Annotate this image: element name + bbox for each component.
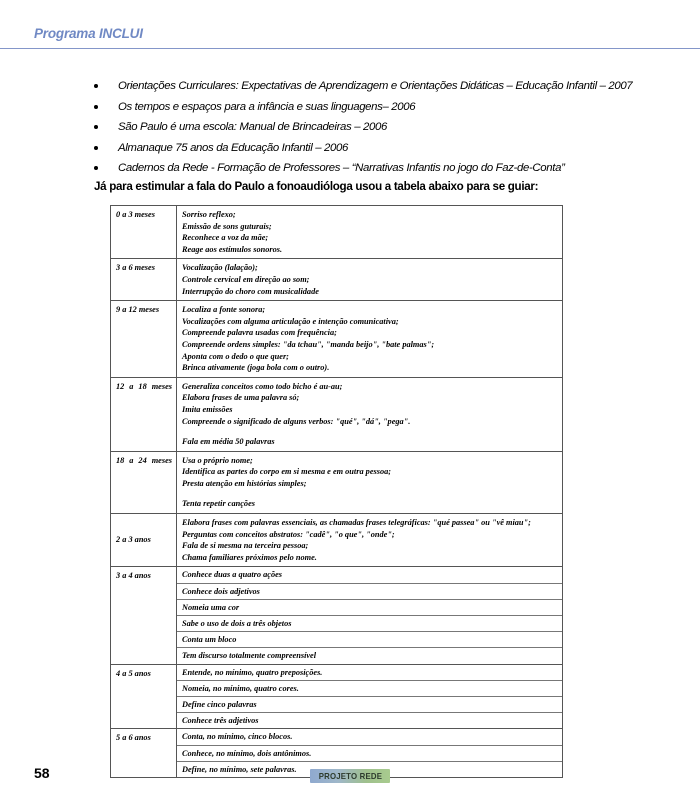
milestones-cell bbox=[177, 259, 563, 301]
milestone-item: Imita emissões bbox=[182, 404, 233, 414]
age-range-label: 0 a 3 meses bbox=[116, 210, 155, 219]
projeto-rede-logo bbox=[310, 769, 390, 783]
table-row bbox=[111, 301, 563, 378]
age-range-label: 2 a 3 anos bbox=[116, 535, 151, 545]
bullet-dot-icon bbox=[94, 84, 98, 88]
age-range-cell bbox=[111, 301, 177, 378]
milestone-item: Reconhece a voz da mãe; bbox=[182, 233, 269, 243]
milestone-item: Compreende palavra usadas com frequência; bbox=[182, 328, 337, 338]
milestone-item: Conhece três adjetivos bbox=[182, 716, 259, 726]
milestone-item: Interrupção do choro com musicalidade bbox=[182, 286, 319, 296]
list-item bbox=[94, 162, 654, 175]
milestone-item: Define cinco palavras bbox=[177, 697, 562, 713]
milestone-item: Nomeia uma cor bbox=[177, 600, 562, 616]
age-range-cell bbox=[111, 206, 177, 259]
milestones-cell bbox=[177, 301, 563, 378]
list-item bbox=[94, 121, 654, 134]
table-row bbox=[111, 206, 563, 259]
table-intro-sentence: Já para estimular a fala do Paulo a fonoaudióloga usou a tabela abaixo para se guiar: bbox=[94, 180, 539, 193]
milestones-cell bbox=[177, 377, 563, 451]
milestone-item: Brinca ativamente (joga bola com o outro). bbox=[182, 363, 330, 373]
table-row bbox=[111, 514, 563, 567]
table-row bbox=[111, 259, 563, 301]
milestone-item: Entende, no mínimo, quatro preposições. bbox=[177, 665, 562, 681]
milestone-item: Sorriso reflexo; bbox=[182, 210, 236, 219]
milestone-item: Conhece dois adjetivos bbox=[177, 584, 562, 600]
list-item-label: Almanaque 75 anos da Educação Infantil – 2006 bbox=[118, 141, 348, 154]
page-number: 58 bbox=[34, 765, 50, 781]
speech-milestones-table bbox=[110, 205, 563, 778]
milestone-item: Elabora frases de uma palavra só; bbox=[182, 393, 300, 403]
age-range-label: 9 a 12 meses bbox=[116, 305, 160, 315]
bullet-dot-icon bbox=[94, 125, 98, 129]
milestone-item: Reage aos estímulos sonoros. bbox=[182, 244, 283, 254]
age-range-cell bbox=[111, 451, 177, 513]
milestone-item: Chama familiares próximos pelo nome. bbox=[182, 552, 317, 562]
table-row bbox=[111, 664, 563, 729]
table-row bbox=[111, 377, 563, 451]
table-row bbox=[111, 451, 563, 513]
milestone-item: Conhece duas a quatro ações bbox=[177, 567, 562, 583]
milestone-item: Perguntas com conceitos abstratos: "cadê", "o que", "onde"; bbox=[182, 529, 395, 539]
milestone-item: Identifica as partes do corpo em si mesma e em outra pessoa; bbox=[182, 467, 392, 477]
age-range-label: 3 a 4 anos bbox=[116, 571, 151, 581]
bullet-dot-icon bbox=[94, 105, 98, 109]
age-range-label: 12 a 18 meses bbox=[116, 381, 172, 391]
milestone-item: Vocalizações com alguma articulação e intenção comunicativa; bbox=[182, 316, 399, 326]
milestone-item: Fala em média 50 palavras bbox=[182, 437, 275, 447]
milestone-item: Conhece, no mínimo, dois antônimos. bbox=[177, 746, 562, 762]
age-range-cell bbox=[111, 664, 177, 729]
age-range-label: 5 a 6 anos bbox=[116, 733, 151, 743]
list-item bbox=[94, 142, 654, 155]
milestone-item: Nomeia, no mínimo, quatro cores. bbox=[177, 681, 562, 697]
milestone-item: Controle cervical em direção ao som; bbox=[182, 274, 310, 284]
projeto-rede-logo-text: PROJETO REDE bbox=[318, 771, 382, 781]
milestone-item: Sabe o uso de dois a três objetos bbox=[177, 616, 562, 632]
page-header bbox=[0, 26, 700, 54]
milestones-cell bbox=[177, 514, 563, 567]
milestone-item: Tenta repetir canções bbox=[182, 499, 255, 509]
milestone-item: Vocalização (lalação); bbox=[182, 263, 258, 273]
milestone-item: Conta, no mínimo, cinco blocos. bbox=[177, 729, 562, 745]
milestone-item: Aponta com o dedo o que quer; bbox=[182, 351, 289, 361]
milestone-item: Define, no mínimo, sete palavras. bbox=[182, 764, 297, 774]
milestone-item: Localiza a fonte sonora; bbox=[182, 305, 266, 315]
milestones-cell bbox=[177, 206, 563, 259]
milestone-item: Presta atenção em histórias simples; bbox=[182, 478, 307, 488]
milestones-cell bbox=[177, 567, 563, 664]
age-range-cell bbox=[111, 259, 177, 301]
list-item bbox=[94, 80, 654, 93]
list-item-label: São Paulo é uma escola: Manual de Brincadeiras – 2006 bbox=[118, 121, 387, 133]
milestone-item: Usa o próprio nome; bbox=[182, 455, 253, 465]
milestones-cell bbox=[177, 664, 563, 729]
list-item-label: Os tempos e espaços para a infância e suas linguagens– 2006 bbox=[118, 100, 416, 113]
milestone-item: Elabora frases com palavras essenciais, as chamadas frases telegráficas: "qué passea" ou "vê miau"; bbox=[182, 518, 531, 528]
age-range-label: 4 a 5 anos bbox=[116, 668, 151, 678]
age-range-cell bbox=[111, 729, 177, 778]
milestone-item: Compreende o significado de alguns verbos: "qué", "dá", "pega". bbox=[182, 416, 411, 426]
age-range-label: 3 a 6 meses bbox=[116, 263, 155, 273]
milestone-sub-list bbox=[177, 665, 562, 729]
list-item bbox=[94, 101, 654, 114]
list-item-label: Orientações Curriculares: Expectativas de Aprendizagem e Orientações Didáticas – Educação Infantil – 2007 bbox=[118, 80, 633, 92]
reference-bullet-list bbox=[94, 80, 654, 183]
milestone-item: Conta um bloco bbox=[177, 632, 562, 648]
milestone-item: Tem discurso totalmente compreensível bbox=[182, 651, 317, 661]
bullet-dot-icon bbox=[94, 166, 98, 170]
milestones-cell bbox=[177, 451, 563, 513]
milestone-item: Compreende ordens simples: "da tchau", "manda beijo", "bate palmas"; bbox=[182, 339, 435, 349]
table-row bbox=[111, 567, 563, 664]
page-header-title: Programa INCLUI bbox=[34, 26, 143, 41]
milestone-item: Generaliza conceitos como todo bicho é au-au; bbox=[182, 381, 343, 391]
age-range-cell bbox=[111, 567, 177, 664]
milestone-sub-list bbox=[177, 567, 562, 663]
age-range-cell bbox=[111, 377, 177, 451]
list-item-label: Cadernos da Rede - Formação de Professores – “Narrativas Infantis no jogo do Faz-de-Conta” bbox=[118, 162, 565, 174]
age-range-cell bbox=[111, 514, 177, 567]
age-range-label: 18 a 24 meses bbox=[116, 455, 172, 465]
bullet-dot-icon bbox=[94, 146, 98, 150]
milestone-item: Fala de si mesma na terceira pessoa; bbox=[182, 541, 309, 551]
header-divider-rule bbox=[0, 48, 700, 49]
milestone-item: Emissão de sons guturais; bbox=[182, 221, 272, 231]
